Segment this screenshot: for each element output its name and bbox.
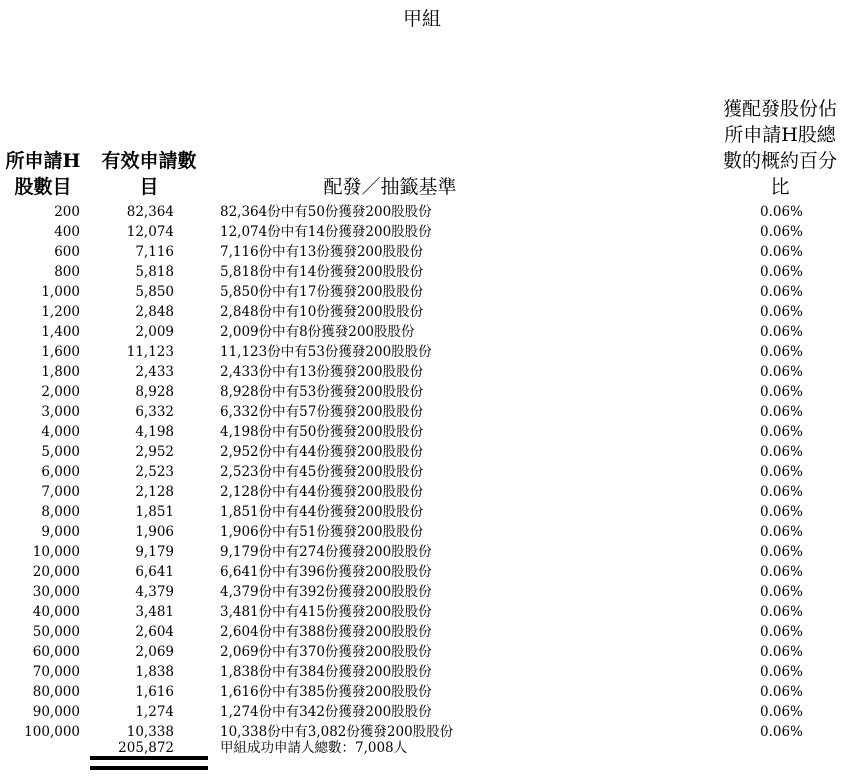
cell-allocation-basis: 2,009份中有8份獲發200股股份 [220,324,415,340]
cell-applied-shares: 1,800 [41,364,80,380]
cell-percentage: 0.06% [760,264,803,280]
header-allocation-basis: 配發／抽籤基準 [323,176,457,198]
cell-applied-shares: 1,400 [41,324,80,340]
cell-percentage: 0.06% [760,424,803,440]
table-row [0,362,844,382]
cell-applied-shares: 40,000 [32,604,80,620]
cell-percentage: 0.06% [760,324,803,340]
cell-applied-shares: 7,000 [41,484,80,500]
cell-percentage: 0.06% [760,204,803,220]
header-approx-percentage: 獲配發股份佔所申請H股總數的概約百分比 [722,98,837,198]
cell-applied-shares: 600 [54,244,80,260]
cell-percentage: 0.06% [760,624,803,640]
header-valid-applications: 有效申請數目 [101,150,197,198]
table-row [0,542,844,562]
cell-percentage: 0.06% [760,444,803,460]
cell-applied-shares: 400 [54,224,80,240]
cell-valid-applications: 2,128 [135,484,174,500]
cell-allocation-basis: 12,074份中有14份獲發200股股份 [220,224,432,240]
double-rule-top [90,756,208,760]
cell-allocation-basis: 4,198份中有50份獲發200股股份 [220,424,424,440]
cell-percentage: 0.06% [760,524,803,540]
cell-applied-shares: 200 [54,204,80,220]
table-row [0,562,844,582]
cell-valid-applications: 7,116 [135,244,174,260]
cell-percentage: 0.06% [760,484,803,500]
cell-valid-applications: 2,848 [135,304,174,320]
cell-valid-applications: 9,179 [135,544,174,560]
cell-allocation-basis: 1,274份中有342份獲發200股股份 [220,704,432,720]
cell-percentage: 0.06% [760,664,803,680]
cell-applied-shares: 3,000 [41,404,80,420]
header-applied-shares: 所申請H股數目 [5,150,81,198]
double-rule-bottom [90,766,208,770]
table-row [0,402,844,422]
cell-valid-applications: 5,818 [135,264,174,280]
cell-allocation-basis: 2,523份中有45份獲發200股股份 [220,464,424,480]
table-row [0,662,844,682]
table-row [0,702,844,722]
cell-allocation-basis: 6,641份中有396份獲發200股股份 [220,564,432,580]
cell-percentage: 0.06% [760,344,803,360]
cell-valid-applications: 1,851 [135,504,174,520]
total-valid-applications: 205,872 [118,740,174,756]
cell-allocation-basis: 5,850份中有17份獲發200股股份 [220,284,424,300]
cell-valid-applications: 1,616 [135,684,174,700]
cell-allocation-basis: 2,128份中有44份獲發200股股份 [220,484,424,500]
table-row [0,342,844,362]
cell-allocation-basis: 2,069份中有370份獲發200股股份 [220,644,432,660]
cell-percentage: 0.06% [760,504,803,520]
cell-valid-applications: 82,364 [126,204,174,220]
cell-allocation-basis: 8,928份中有53份獲發200股股份 [220,384,424,400]
cell-valid-applications: 4,198 [135,424,174,440]
table-row [0,442,844,462]
table-row [0,602,844,622]
cell-applied-shares: 800 [54,264,80,280]
cell-percentage: 0.06% [760,404,803,420]
cell-percentage: 0.06% [760,224,803,240]
cell-valid-applications: 2,069 [135,644,174,660]
cell-percentage: 0.06% [760,364,803,380]
cell-valid-applications: 2,433 [135,364,174,380]
cell-valid-applications: 2,009 [135,324,174,340]
table-row [0,622,844,642]
table-row [0,262,844,282]
cell-percentage: 0.06% [760,384,803,400]
table-row [0,202,844,222]
cell-allocation-basis: 3,481份中有415份獲發200股股份 [220,604,432,620]
page-title: 甲組 [402,8,441,30]
cell-percentage: 0.06% [760,604,803,620]
cell-applied-shares: 80,000 [32,684,80,700]
cell-valid-applications: 10,338 [126,724,174,740]
cell-applied-shares: 70,000 [32,664,80,680]
cell-percentage: 0.06% [760,644,803,660]
cell-applied-shares: 8,000 [41,504,80,520]
cell-valid-applications: 4,379 [135,584,174,600]
cell-applied-shares: 4,000 [41,424,80,440]
cell-valid-applications: 11,123 [126,344,174,360]
table-row [0,302,844,322]
cell-applied-shares: 90,000 [32,704,80,720]
cell-allocation-basis: 10,338份中有3,082份獲發200股股份 [220,724,454,740]
cell-percentage: 0.06% [760,724,803,740]
cell-percentage: 0.06% [760,284,803,300]
cell-valid-applications: 6,641 [135,564,174,580]
cell-allocation-basis: 82,364份中有50份獲發200股股份 [220,204,432,220]
cell-allocation-basis: 6,332份中有57份獲發200股股份 [220,404,424,420]
cell-valid-applications: 8,928 [135,384,174,400]
cell-valid-applications: 2,952 [135,444,174,460]
cell-applied-shares: 1,600 [41,344,80,360]
cell-allocation-basis: 1,838份中有384份獲發200股股份 [220,664,432,680]
successful-applicants-note: 甲組成功申請人總數：7,008人 [220,740,408,756]
table-row [0,482,844,502]
cell-valid-applications: 12,074 [126,224,174,240]
cell-allocation-basis: 2,433份中有13份獲發200股股份 [220,364,424,380]
cell-applied-shares: 30,000 [32,584,80,600]
cell-allocation-basis: 2,604份中有388份獲發200股股份 [220,624,432,640]
cell-allocation-basis: 2,848份中有10份獲發200股股份 [220,304,424,320]
cell-applied-shares: 10,000 [32,544,80,560]
table-row [0,282,844,302]
cell-applied-shares: 5,000 [41,444,80,460]
cell-applied-shares: 1,200 [41,304,80,320]
cell-percentage: 0.06% [760,244,803,260]
cell-applied-shares: 6,000 [41,464,80,480]
cell-valid-applications: 1,906 [135,524,174,540]
cell-applied-shares: 1,000 [41,284,80,300]
cell-percentage: 0.06% [760,544,803,560]
cell-valid-applications: 2,604 [135,624,174,640]
cell-allocation-basis: 5,818份中有14份獲發200股股份 [220,264,424,280]
cell-allocation-basis: 7,116份中有13份獲發200股股份 [220,244,424,260]
cell-applied-shares: 2,000 [41,384,80,400]
cell-valid-applications: 1,838 [135,664,174,680]
cell-allocation-basis: 1,906份中有51份獲發200股股份 [220,524,424,540]
table-row [0,502,844,522]
cell-allocation-basis: 9,179份中有274份獲發200股股份 [220,544,432,560]
cell-allocation-basis: 1,851份中有44份獲發200股股份 [220,504,424,520]
table-row [0,242,844,262]
total-row [0,738,844,758]
table-row [0,422,844,442]
table-row [0,222,844,242]
cell-percentage: 0.06% [760,684,803,700]
cell-valid-applications: 5,850 [135,284,174,300]
cell-valid-applications: 2,523 [135,464,174,480]
table-row [0,642,844,662]
cell-allocation-basis: 2,952份中有44份獲發200股股份 [220,444,424,460]
cell-applied-shares: 50,000 [32,624,80,640]
allocation-table [0,202,844,742]
cell-percentage: 0.06% [760,304,803,320]
cell-allocation-basis: 1,616份中有385份獲發200股股份 [220,684,432,700]
cell-applied-shares: 20,000 [32,564,80,580]
cell-percentage: 0.06% [760,584,803,600]
cell-applied-shares: 100,000 [24,724,80,740]
table-row [0,582,844,602]
cell-valid-applications: 3,481 [135,604,174,620]
cell-allocation-basis: 11,123份中有53份獲發200股股份 [220,344,432,360]
cell-percentage: 0.06% [760,704,803,720]
cell-percentage: 0.06% [760,564,803,580]
cell-percentage: 0.06% [760,464,803,480]
cell-valid-applications: 6,332 [135,404,174,420]
cell-allocation-basis: 4,379份中有392份獲發200股股份 [220,584,432,600]
table-row [0,462,844,482]
table-row [0,382,844,402]
cell-valid-applications: 1,274 [135,704,174,720]
table-row [0,322,844,342]
table-row [0,522,844,542]
table-row [0,682,844,702]
cell-applied-shares: 9,000 [41,524,80,540]
cell-applied-shares: 60,000 [32,644,80,660]
